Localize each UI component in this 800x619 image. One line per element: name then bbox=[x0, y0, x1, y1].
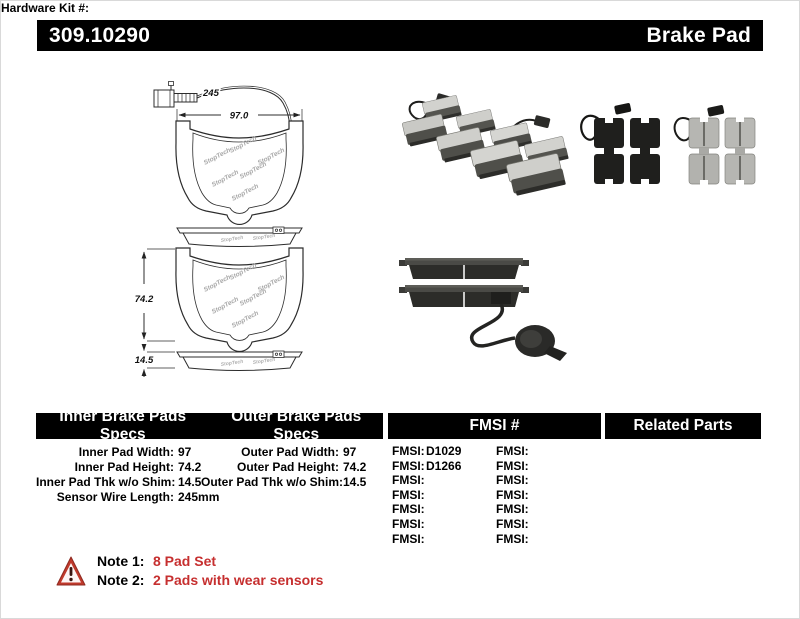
fmsi-left-column bbox=[392, 444, 461, 546]
pad-shapes bbox=[689, 116, 755, 186]
note-row bbox=[97, 571, 323, 590]
hardware-kit-label: Hardware Kit #: bbox=[1, 1, 90, 15]
sensor-connector bbox=[614, 103, 632, 115]
svg-text:StopTech: StopTech bbox=[202, 146, 232, 167]
fmsi-row: FMSI: bbox=[392, 516, 425, 531]
dimension-height bbox=[135, 249, 175, 341]
note-label: Note 1: bbox=[97, 553, 145, 569]
fmsi-table-header bbox=[388, 413, 601, 439]
svg-text:StopTech: StopTech bbox=[202, 273, 232, 294]
photo-eight-pad-set bbox=[394, 87, 579, 205]
svg-text:StopTech: StopTech bbox=[252, 356, 276, 366]
note-text: 8 Pad Set bbox=[153, 553, 217, 569]
header-bar bbox=[37, 20, 763, 51]
related-parts-header bbox=[605, 413, 761, 439]
spec-row: Outer Pad Width: 97 bbox=[241, 445, 357, 459]
spec-row: Inner Pad Thk w/o Shim: 14.5 bbox=[36, 475, 202, 489]
product-type-label: Brake Pad bbox=[646, 23, 751, 47]
svg-text:StopTech: StopTech bbox=[230, 309, 260, 330]
related-parts-column bbox=[1, 1, 799, 15]
inner-specs-title: Inner Brake Pads Specs bbox=[59, 408, 187, 443]
svg-text:StopTech: StopTech bbox=[238, 287, 268, 308]
note-label: Note 2: bbox=[97, 572, 145, 588]
svg-text:StopTech: StopTech bbox=[210, 168, 240, 189]
fmsi-row: FMSI: bbox=[392, 531, 425, 546]
pad-edge-view-top bbox=[177, 227, 302, 247]
svg-text:StopTech: StopTech bbox=[220, 358, 244, 368]
pad-shapes bbox=[594, 116, 660, 186]
fmsi-row: FMSI: bbox=[496, 531, 529, 546]
svg-text:14.5: 14.5 bbox=[134, 355, 154, 366]
fmsi-title: FMSI # bbox=[469, 417, 520, 434]
photo-black-pad-pair bbox=[574, 100, 674, 200]
dimension-width bbox=[177, 109, 302, 122]
note-text: 2 Pads with wear sensors bbox=[153, 572, 324, 588]
svg-text:74.2: 74.2 bbox=[134, 294, 154, 305]
fmsi-row: FMSI: bbox=[392, 473, 425, 488]
specs-table-header bbox=[36, 408, 383, 443]
spec-row: Sensor Wire Length: 245mm bbox=[56, 490, 220, 504]
sensor-plug bbox=[515, 325, 567, 361]
related-parts-title: Related Parts bbox=[633, 417, 733, 434]
note-row bbox=[97, 552, 323, 571]
fmsi-row: FMSI: bbox=[392, 502, 425, 517]
fmsi-row: FMSI: bbox=[392, 487, 425, 502]
pad-front-view-bottom bbox=[176, 248, 303, 351]
fmsi-row: FMSI: bbox=[496, 458, 529, 473]
outer-specs-title: Outer Brake Pads Specs bbox=[231, 408, 362, 443]
fmsi-row: FMSI:D1266 bbox=[392, 458, 462, 473]
fmsi-row: FMSI: bbox=[496, 444, 529, 458]
fmsi-row: FMSI: bbox=[496, 487, 529, 502]
sensor-wire bbox=[472, 304, 515, 346]
svg-text:StopTech: StopTech bbox=[256, 273, 286, 294]
pad-bar-top bbox=[399, 258, 529, 279]
fmsi-row: FMSI:D1029 bbox=[392, 444, 462, 458]
svg-text:StopTech: StopTech bbox=[252, 232, 276, 242]
outer-specs-column bbox=[201, 445, 366, 490]
svg-text:97.0: 97.0 bbox=[229, 110, 249, 122]
photo-gray-pad-pair bbox=[669, 100, 769, 200]
svg-text:StopTech: StopTech bbox=[228, 261, 258, 282]
spec-row: Inner Pad Height: 74.2 bbox=[74, 460, 202, 474]
svg-text:StopTech: StopTech bbox=[230, 182, 260, 203]
svg-text:StopTech: StopTech bbox=[228, 134, 258, 155]
fmsi-right-column bbox=[496, 444, 530, 546]
fmsi-row: FMSI: bbox=[496, 516, 529, 531]
spec-row: Outer Pad Thk w/o Shim: 14.5 bbox=[201, 475, 367, 489]
fmsi-row: FMSI: bbox=[496, 502, 529, 517]
dimension-thickness bbox=[135, 344, 175, 377]
svg-text:StopTech: StopTech bbox=[210, 295, 240, 316]
spec-row: Outer Pad Height: 74.2 bbox=[236, 460, 367, 474]
fmsi-row: FMSI: bbox=[496, 473, 529, 488]
notes-block bbox=[97, 552, 323, 590]
spec-row: Inner Pad Width: 97 bbox=[78, 445, 192, 459]
sensor-connector bbox=[707, 105, 725, 117]
inner-specs-column bbox=[36, 445, 219, 505]
dimension-sensor-wire-length: 245 bbox=[203, 88, 219, 99]
svg-text:StopTech: StopTech bbox=[220, 234, 244, 244]
pad-edge-view-bottom bbox=[177, 351, 302, 371]
svg-text:StopTech: StopTech bbox=[256, 146, 286, 167]
svg-text:StopTech: StopTech bbox=[238, 160, 268, 181]
warning-triangle-icon bbox=[55, 554, 87, 590]
part-number: 309.10290 bbox=[49, 23, 151, 47]
pad-bar-bottom bbox=[399, 285, 529, 307]
photo-pads-edge-with-sensor bbox=[393, 248, 608, 366]
brake-pad-technical-drawing bbox=[121, 81, 393, 381]
pad-front-view-top bbox=[176, 121, 303, 224]
